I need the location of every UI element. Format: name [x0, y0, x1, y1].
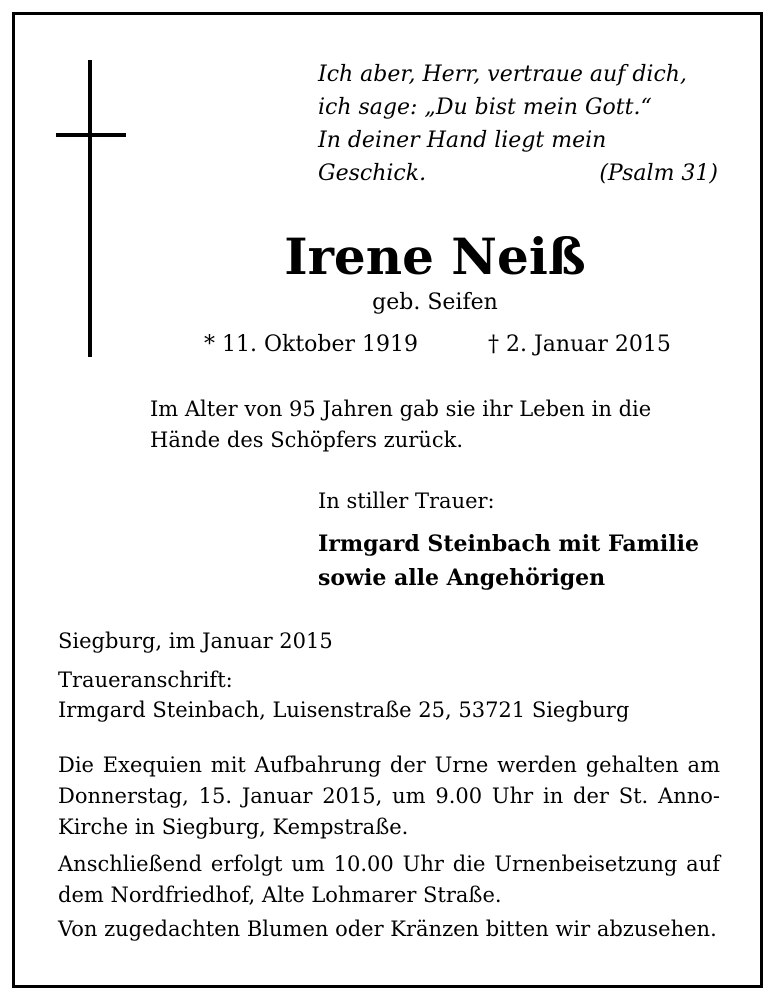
flowers-request: Von zugedachten Blumen oder Kränzen bitten wir abzusehen.	[58, 917, 717, 941]
place-date: Siegburg, im Januar 2015	[58, 629, 333, 653]
address-label: Traueranschrift:	[58, 668, 233, 692]
deceased-name: Irene Neiß	[284, 227, 586, 286]
psalm-line-3: In deiner Hand liegt mein Geschick.	[318, 128, 607, 186]
cross-horizontal-bar	[56, 133, 126, 137]
mourners-line-1: Irmgard Steinbach mit Familie	[318, 531, 699, 557]
birth-date: * 11. Oktober 1919	[204, 332, 419, 357]
exequien-paragraph: Die Exequien mit Aufbahrung der Urne werden gehalten am Donnerstag, 15. Januar 2015, um 9.00 Uhr in der St. Anno-Kirche in Siegburg, Kempstraße.	[58, 753, 720, 839]
psalm-line-2: ich sage: „Du bist mein Gott.“	[318, 95, 652, 120]
psalm-reference: (Psalm 31)	[599, 161, 718, 186]
mourners-line-2: sowie alle Angehörigen	[318, 565, 606, 591]
psalm-line-1: Ich aber, Herr, vertraue auf dich,	[318, 62, 687, 87]
burial-paragraph: Anschließend erfolgt um 10.00 Uhr die Urnenbeisetzung auf dem Nordfriedhof, Alte Lohmarer Straße.	[58, 852, 720, 907]
age-statement: Im Alter von 95 Jahren gab sie ihr Leben in die Hände des Schöpfers zurück.	[150, 397, 652, 452]
death-date: † 2. Januar 2015	[488, 332, 671, 357]
mourners-list	[318, 527, 699, 595]
mourning-label: In stiller Trauer:	[318, 489, 495, 513]
address-value: Irmgard Steinbach, Luisenstraße 25, 53721 Siegburg	[58, 698, 630, 722]
birth-name: geb. Seifen	[372, 290, 498, 315]
